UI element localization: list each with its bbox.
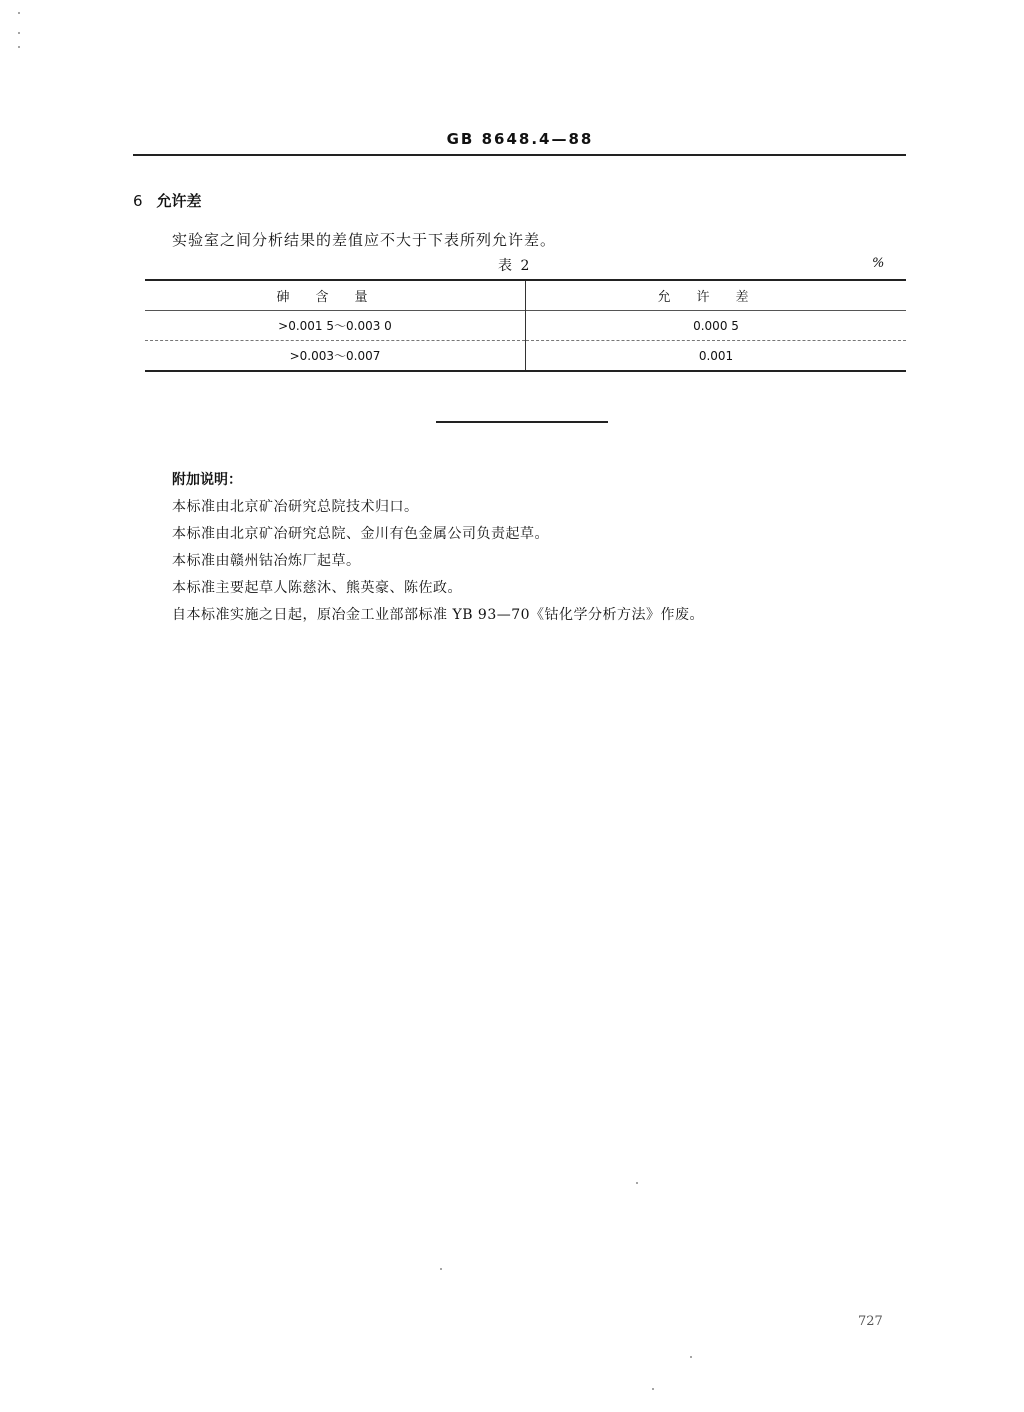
table-unit: % <box>872 256 885 271</box>
note-line: 本标准由北京矿冶研究总院技术归口。 <box>172 499 419 515</box>
note-line: 本标准由赣州钴冶炼厂起草。 <box>172 553 361 569</box>
section-number: 6 <box>133 192 143 210</box>
scan-speck <box>18 32 20 34</box>
column-header-tolerance: 允许差 <box>657 290 775 305</box>
table-header-row <box>145 280 906 311</box>
table-row <box>145 341 906 372</box>
note-line: 本标准由北京矿冶研究总院、金川有色金属公司负责起草。 <box>172 526 549 542</box>
tolerance-table <box>145 279 906 372</box>
table-cell-tolerance: 0.000 5 <box>693 318 739 333</box>
additional-notes <box>172 467 704 629</box>
header-rule <box>133 154 906 156</box>
scan-speck <box>690 1356 692 1358</box>
section-title: 允许差 <box>156 192 202 210</box>
section-heading <box>133 190 202 211</box>
note-line: 本标准主要起草人陈慈沐、熊英豪、陈佐政。 <box>172 580 462 596</box>
notes-title: 附加说明： <box>172 472 242 488</box>
end-rule <box>436 421 608 423</box>
scan-speck <box>440 1268 442 1270</box>
note-line: 自本标准实施之日起，原冶金工业部部标准 YB 93—70《钴化学分析方法》作废。 <box>172 607 705 623</box>
column-header-arsenic-content: 砷含量 <box>145 280 526 311</box>
table-row <box>145 311 906 341</box>
table-cell-content-range: >0.001 5～0.003 0 <box>145 311 526 341</box>
intro-paragraph: 实验室之间分析结果的差值应不大于下表所列允许差。 <box>172 231 557 249</box>
scan-speck <box>636 1182 638 1184</box>
table-cell-content-range: >0.003～0.007 <box>145 341 526 372</box>
table-cell-tolerance: 0.001 <box>698 348 734 363</box>
scan-speck <box>652 1388 654 1390</box>
scan-speck <box>18 12 20 14</box>
standard-code: GB 8648.4—88 <box>446 130 594 148</box>
page-number: 727 <box>858 1314 883 1329</box>
table-caption: 表 2 <box>498 258 532 274</box>
scan-speck <box>18 46 20 48</box>
